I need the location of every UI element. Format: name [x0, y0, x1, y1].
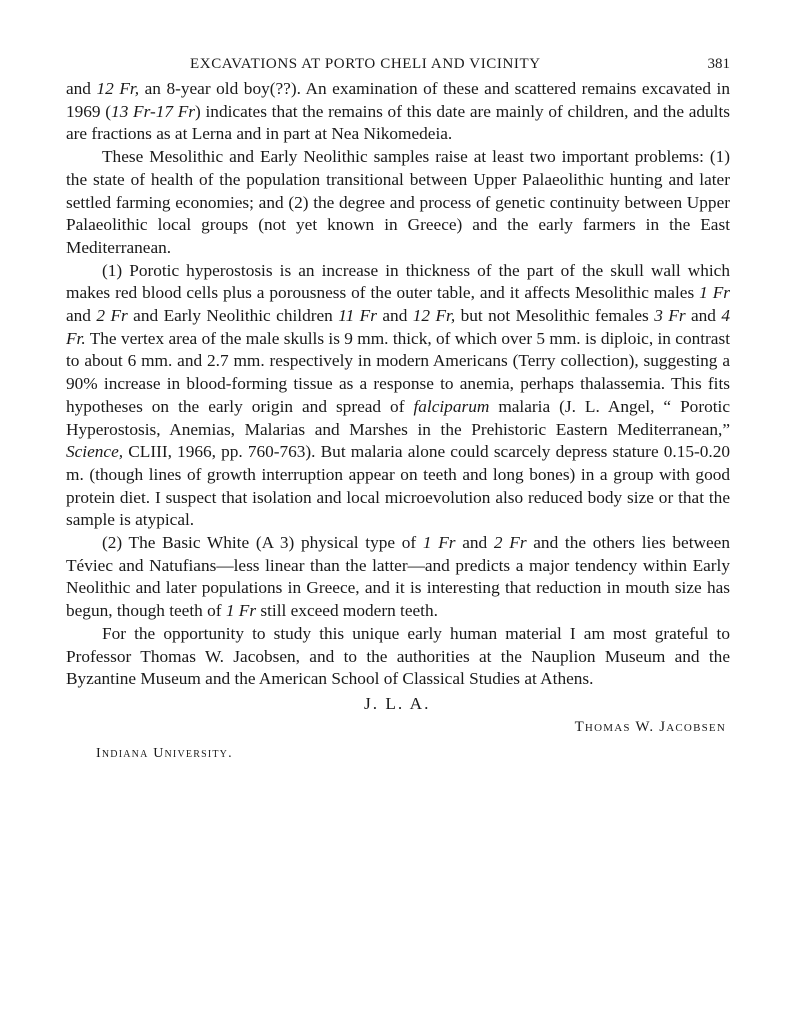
- article-body: [66, 78, 730, 691]
- paragraph-1: and 12 Fr, an 8-year old boy(??). An examination of these and scattered remains excavated in 1969 (13 Fr-17 Fr) indicates that the remains of this date are mainly of children, and the adults are fractions as at Lerna and in part at Nea Nikomedeia.: [66, 79, 730, 144]
- paragraph-2: These Mesolithic and Early Neolithic samples raise at least two important problems: (1) the state of health of the population transitional between Upper Palaeolithic hunting and later settled farming economies; and (2) the degree and process of genetic continuity between Upper Palaeolithic local groups (not yet known in Greece) and the early farmers in the East Mediterranean.: [66, 147, 730, 257]
- author-name: Thomas W. Jacobsen: [574, 718, 726, 735]
- page: [66, 50, 730, 764]
- paragraph-4: (2) The Basic White (A 3) physical type of 1 Fr and 2 Fr and the others lies between Téviec and Natufians—less linear than the latter—and predicts a major tendency within Early Neolithic and later populations in Greece, and it is interesting that reduction in mouth size has begun, though teeth of 1 Fr still exceed modern teeth.: [66, 533, 730, 621]
- running-title: EXCAVATIONS AT PORTO CHELI AND VICINITY: [190, 56, 541, 72]
- page-number: 381: [707, 56, 730, 72]
- author-initials: J. L. A.: [364, 693, 431, 713]
- running-head: [66, 50, 730, 78]
- paragraph-5: For the opportunity to study this unique early human material I am most grateful to Professor Thomas W. Jacobsen, and to the authorities at the Nauplion Museum and the Byzantine Museum and the American School of Classical Studies at Athens.: [66, 623, 730, 689]
- author-affiliation: Indiana University.: [96, 745, 233, 761]
- paragraph-3: (1) Porotic hyperostosis is an increase in thickness of the part of the skull wall which makes red blood cells plus a porousness of the outer table, and it affects Mesolithic males 1 Fr and 2 Fr and Early Neolithic children 11 Fr and 12 Fr, but not Mesolithic females 3 Fr and 4 Fr. The vertex area of the male skulls is 9 mm. thick, of which over 5 mm. is diploic, in contrast to about 6 mm. and 2.7 mm. respectively in modern Americans (Terry collection), suggesting a 90% increase in blood-forming tissue as a response to anemia, perhaps thalassemia. This fits hypotheses on the early origin and spread of falciparum malaria (J. L. Angel, “ Porotic Hyperostosis, Anemias, Malarias and Marshes in the Prehistoric Eastern Mediterranean,” Science, CLIII, 1966, pp. 760-763). But malaria alone could scarcely depress stature 0.15-0.20 m. (though lines of growth interruption appear on teeth and long bones) in a group with good protein diet. I suspect that isolation and local microevolution also reduced body size or that the sample is atypical.: [66, 260, 731, 530]
